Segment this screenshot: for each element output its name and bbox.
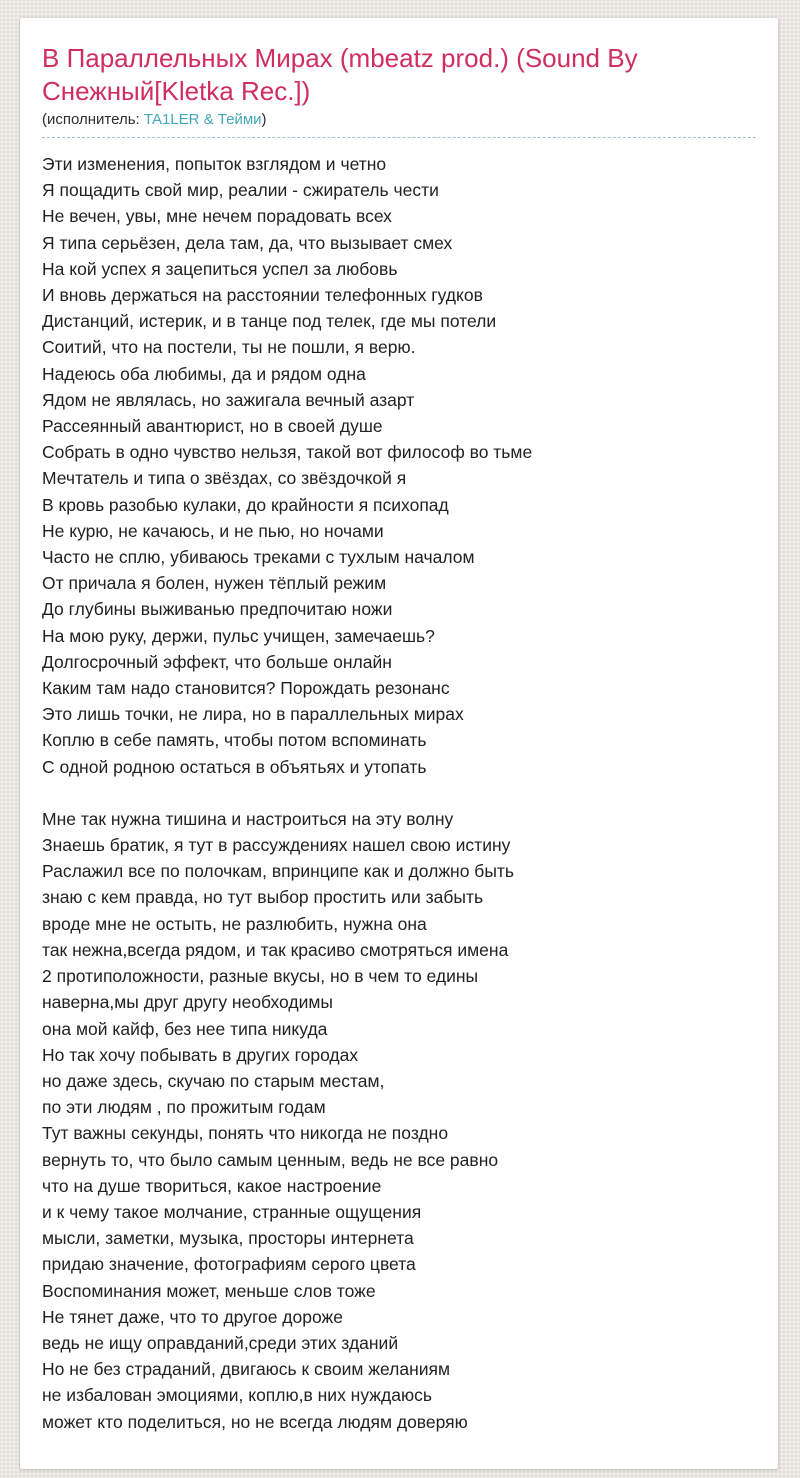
lyric-line: не избалован эмоциями, коплю,в них нуждаюсь	[42, 1385, 432, 1406]
lyric-line: знаю с кем правда, но тут выбор простить или забыть	[42, 887, 484, 908]
lyric-line: она мой кайф, без нее типа никуда	[42, 1018, 328, 1039]
lyric-line: что на душе твориться, какое настроение	[42, 1175, 382, 1196]
lyric-line: Эти изменения, попыток взглядом и четно	[42, 154, 387, 174]
lyric-line: может кто поделиться, но не всегда людям доверяю	[42, 1411, 468, 1432]
lyric-line: От причала я болен, нужен тёплый режим	[42, 573, 387, 594]
lyric-line: Дистанций, истерик, и в танце под телек, где мы потели	[42, 311, 497, 332]
lyric-line: но даже здесь, скучаю по старым местам,	[42, 1070, 385, 1091]
lyric-line: Часто не сплю, убиваюсь треками с тухлым началом	[42, 547, 475, 568]
lyric-line: До глубины выживанью предпочитаю ножи	[42, 599, 393, 620]
lyric-line: Не курю, не качаюсь, и не пью, но ночами	[42, 520, 384, 541]
lyric-line: Воспоминания может, меньше слов тоже	[42, 1280, 376, 1301]
lyric-line: наверна,мы друг другу необходимы	[42, 992, 333, 1013]
lyric-line: Надеюсь оба любимы, да и рядом одна	[42, 363, 366, 384]
lyric-line: Знаешь братик, я тут в рассуждениях нашел свою истину	[42, 835, 511, 856]
stanza	[42, 151, 756, 780]
performer-line	[42, 111, 756, 138]
lyric-line: по эти людям , по прожитым годам	[42, 1097, 326, 1118]
lyric-line: На кой успех я зацепиться успел за любовь	[42, 258, 398, 279]
lyric-line: Ядом не являлась, но зажигала вечный азарт	[42, 389, 415, 410]
performer-link[interactable]: TA1LER & Тейми	[143, 111, 262, 128]
lyric-line: Долгосрочный эффект, что больше онлайн	[42, 651, 392, 672]
lyric-line: Я пощадить свой мир, реалии - сжиратель чести	[42, 180, 439, 201]
lyric-line: Тут важны секунды, понять что никогда не поздно	[42, 1123, 449, 1144]
lyric-line: и к чему такое молчание, странные ощущения	[42, 1201, 422, 1222]
lyric-line: Каким там надо становится? Порождать резонанс	[42, 678, 450, 699]
lyrics-text	[42, 151, 756, 1435]
lyric-line: Соитий, что на постели, ты не пошли, я верю.	[42, 337, 416, 358]
lyric-line: Рассеянный авантюрист, но в своей душе	[42, 416, 383, 437]
lyric-line: Я типа серьёзен, дела там, да, что вызывает смех	[42, 232, 453, 253]
lyric-line: Это лишь точки, не лира, но в параллельных мирах	[42, 704, 464, 725]
lyric-line: 2 протиположности, разные вкусы, но в чем то едины	[42, 966, 479, 987]
performer-label: (исполнитель:	[42, 111, 140, 128]
lyric-line: придаю значение, фотографиям серого цвета	[42, 1254, 416, 1275]
lyric-line: Но так хочу побывать в других городах	[42, 1044, 359, 1065]
stanza	[42, 806, 756, 1435]
lyric-line: На мою руку, держи, пульс учищен, замечаешь?	[42, 625, 435, 646]
lyric-line: вернуть то, что было самым ценным, ведь не все равно	[42, 1149, 499, 1170]
lyric-line: В кровь разобью кулаки, до крайности я психопад	[42, 494, 449, 515]
lyric-line: Коплю в себе память, чтобы потом вспоминать	[42, 730, 427, 751]
lyric-line: Собрать в одно чувство нельзя, такой вот философ во тьме	[42, 442, 533, 463]
performer-suffix: )	[261, 111, 267, 128]
lyric-line: Не тянет даже, что то другое дороже	[42, 1306, 343, 1327]
lyric-line: Не вечен, увы, мне нечем порадовать всех	[42, 206, 392, 227]
lyrics-card	[20, 18, 778, 1469]
lyric-line: С одной родною остаться в объятьях и утопать	[42, 756, 427, 777]
lyric-line: И вновь держаться на расстоянии телефонных гудков	[42, 285, 483, 306]
lyric-line: мысли, заметки, музыка, просторы интернета	[42, 1228, 414, 1249]
lyric-line: Мечтатель и типа о звёздах, со звёздочкой я	[42, 468, 407, 489]
lyric-line: Раслажил все по полочкам, впринципе как и должно быть	[42, 861, 515, 882]
lyric-line: так нежна,всегда рядом, и так красиво смотряться имена	[42, 939, 509, 960]
lyric-line: Но не без страданий, двигаюсь к своим желаниям	[42, 1359, 451, 1380]
lyric-line: Мне так нужна тишина и настроиться на эту волну	[42, 808, 454, 829]
lyric-line: ведь не ищу оправданий,среди этих зданий	[42, 1332, 399, 1353]
lyric-line: вроде мне не остыть, не разлюбить, нужна она	[42, 913, 427, 934]
song-title: В Параллельных Мирах (mbeatz prod.) (Sound By Снежный[Kletka Rec.])	[42, 43, 638, 106]
